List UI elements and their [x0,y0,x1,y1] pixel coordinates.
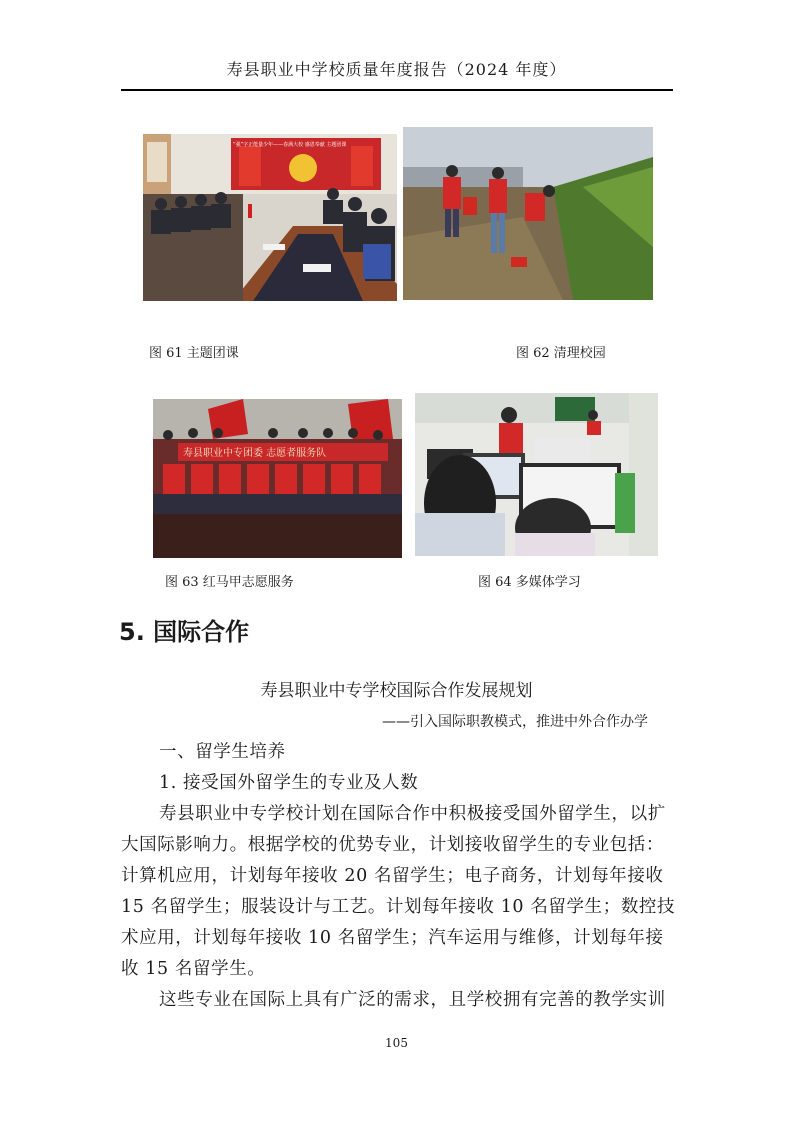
document-title: 寿县职业中专学校国际合作发展规划 [260,681,533,701]
figure-caption-61: 图 61 主题团课 [149,346,239,361]
header-rule [121,89,673,91]
page-number: 105 [385,1036,408,1050]
paragraph-line: 术应用，计划每年接收 10 名留学生；汽车运用与维修，计划每年接 [121,928,664,948]
banner-text: “强”字正能量少年——春满大校 感恩奉献 主题团课 [233,142,347,148]
paragraph-line: 15 名留学生；服装设计与工艺。计划每年接收 10 名留学生；数控技 [121,897,676,917]
figure-caption-64: 图 64 多媒体学习 [478,575,581,590]
photo-cleaning-campus [403,127,653,300]
banner-text: 寿县职业中专团委 志愿者服务队 [183,448,327,459]
heading-level-2: 1. 接受国外留学生的专业及人数 [159,773,419,793]
section-heading: 5. 国际合作 [119,618,250,646]
paragraph-line: 收 15 名留学生。 [121,959,266,979]
photo-red-vest-volunteers [153,399,402,558]
heading-level-1: 一、留学生培养 [159,742,286,762]
paragraph-line: 计算机应用，计划每年接收 20 名留学生；电子商务，计划每年接收 [121,866,664,886]
paragraph-line: 寿县职业中专学校计划在国际合作中积极接受国外留学生，以扩 [159,804,666,824]
running-header: 寿县职业中学校质量年度报告（2024 年度） [226,60,567,79]
figure-caption-62: 图 62 清理校园 [516,346,606,361]
photo-theme-class [143,134,397,301]
photo-multimedia-learning [415,393,658,556]
document-subtitle: ——引入国际职教模式，推进中外合作办学 [382,714,648,730]
paragraph-line: 大国际影响力。根据学校的优势专业，计划接收留学生的专业包括： [121,835,664,855]
figure-caption-63: 图 63 红马甲志愿服务 [165,575,294,590]
paragraph-line: 这些专业在国际上具有广泛的需求，且学校拥有完善的教学实训 [159,990,666,1010]
